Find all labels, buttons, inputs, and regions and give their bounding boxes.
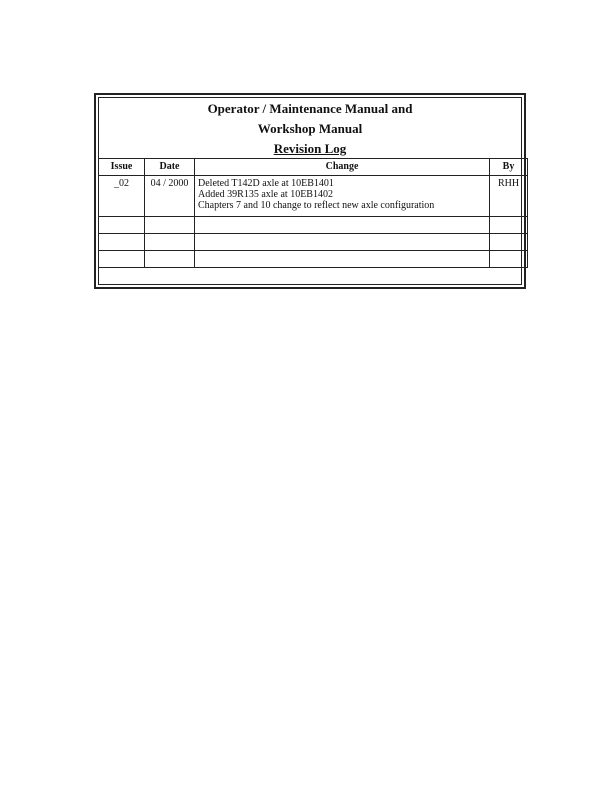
empty-table-row <box>99 251 528 268</box>
empty-cell <box>195 251 490 268</box>
empty-cell <box>490 217 528 234</box>
change-line: Added 39R135 axle at 10EB1402 <box>198 189 333 200</box>
empty-cell <box>490 234 528 251</box>
empty-cell <box>490 251 528 268</box>
column-header-date: Date <box>145 159 195 176</box>
by-cell: RHH <box>490 176 528 217</box>
title-line-1: Operator / Maintenance Manual and <box>207 101 413 116</box>
empty-table-row <box>99 234 528 251</box>
change-line: Chapters 7 and 10 change to reflect new axle configuration <box>198 200 435 211</box>
revision-log-table <box>98 158 528 268</box>
column-header-issue: Issue <box>99 159 145 176</box>
empty-cell <box>99 234 145 251</box>
change-cell <box>195 176 490 217</box>
table-header-row <box>99 159 528 176</box>
column-header-change: Change <box>195 159 490 176</box>
document-header <box>99 98 521 158</box>
revision-log-inner-frame <box>98 97 522 285</box>
title-line-2: Workshop Manual <box>257 121 363 136</box>
empty-cell <box>195 217 490 234</box>
empty-cell <box>145 234 195 251</box>
empty-table-row <box>99 217 528 234</box>
date-cell: 04 / 2000 <box>145 176 195 217</box>
issue-cell: _02 <box>99 176 145 217</box>
change-line: Deleted T142D axle at 10EB1401 <box>198 178 334 189</box>
empty-cell <box>195 234 490 251</box>
empty-cell <box>145 217 195 234</box>
empty-cell <box>99 217 145 234</box>
empty-cell <box>145 251 195 268</box>
table-row <box>99 176 528 217</box>
empty-cell <box>99 251 145 268</box>
revision-log-heading: Revision Log <box>273 141 347 156</box>
revision-log-frame <box>94 93 526 289</box>
column-header-by: By <box>490 159 528 176</box>
